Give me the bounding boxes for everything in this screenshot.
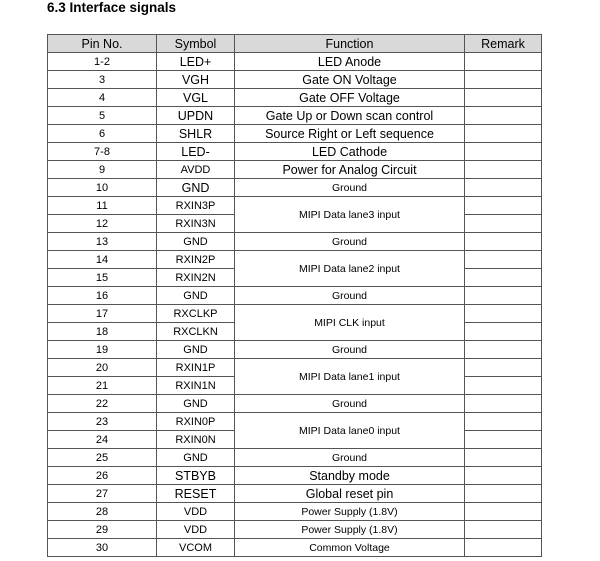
remark-cell bbox=[465, 107, 542, 125]
symbol-cell: GND bbox=[157, 179, 235, 197]
pin-cell: 18 bbox=[48, 323, 157, 341]
pin-cell: 20 bbox=[48, 359, 157, 377]
function-cell: Ground bbox=[235, 449, 465, 467]
remark-cell bbox=[465, 503, 542, 521]
symbol-cell: VGL bbox=[157, 89, 235, 107]
pin-cell: 21 bbox=[48, 377, 157, 395]
table-row bbox=[48, 143, 542, 161]
symbol-cell: VDD bbox=[157, 503, 235, 521]
header-symbol: Symbol bbox=[157, 35, 235, 53]
symbol-cell: RXCLKN bbox=[157, 323, 235, 341]
remark-cell bbox=[465, 215, 542, 233]
remark-cell bbox=[465, 431, 542, 449]
remark-cell bbox=[465, 521, 542, 539]
function-cell: LED Cathode bbox=[235, 143, 465, 161]
symbol-cell: GND bbox=[157, 449, 235, 467]
symbol-cell: RXIN2N bbox=[157, 269, 235, 287]
pin-cell: 3 bbox=[48, 71, 157, 89]
table-row bbox=[48, 413, 542, 431]
pin-cell: 23 bbox=[48, 413, 157, 431]
symbol-cell: RESET bbox=[157, 485, 235, 503]
remark-cell bbox=[465, 377, 542, 395]
remark-cell bbox=[465, 395, 542, 413]
function-cell: Ground bbox=[235, 233, 465, 251]
function-cell: Standby mode bbox=[235, 467, 465, 485]
table-row bbox=[48, 251, 542, 269]
symbol-cell: STBYB bbox=[157, 467, 235, 485]
symbol-cell: UPDN bbox=[157, 107, 235, 125]
pin-cell: 17 bbox=[48, 305, 157, 323]
remark-cell bbox=[465, 125, 542, 143]
remark-cell bbox=[465, 269, 542, 287]
remark-cell bbox=[465, 89, 542, 107]
pin-cell: 1-2 bbox=[48, 53, 157, 71]
table-row bbox=[48, 71, 542, 89]
function-cell: MIPI Data lane1 input bbox=[235, 359, 465, 395]
remark-cell bbox=[465, 233, 542, 251]
table-row bbox=[48, 305, 542, 323]
remark-cell bbox=[465, 53, 542, 71]
pin-cell: 30 bbox=[48, 539, 157, 557]
remark-cell bbox=[465, 197, 542, 215]
remark-cell bbox=[465, 251, 542, 269]
header-row bbox=[48, 35, 542, 53]
symbol-cell: VCOM bbox=[157, 539, 235, 557]
remark-cell bbox=[465, 323, 542, 341]
pin-cell: 11 bbox=[48, 197, 157, 215]
function-cell: Ground bbox=[235, 179, 465, 197]
table-row bbox=[48, 179, 542, 197]
pin-cell: 15 bbox=[48, 269, 157, 287]
table-row bbox=[48, 53, 542, 71]
pin-cell: 14 bbox=[48, 251, 157, 269]
header-remark: Remark bbox=[465, 35, 542, 53]
function-cell: Common Voltage bbox=[235, 539, 465, 557]
symbol-cell: RXIN0N bbox=[157, 431, 235, 449]
symbol-cell: RXIN2P bbox=[157, 251, 235, 269]
pin-cell: 26 bbox=[48, 467, 157, 485]
table-row bbox=[48, 89, 542, 107]
function-cell: Power for Analog Circuit bbox=[235, 161, 465, 179]
table-row bbox=[48, 485, 542, 503]
symbol-cell: LED+ bbox=[157, 53, 235, 71]
symbol-cell: GND bbox=[157, 341, 235, 359]
table-row bbox=[48, 521, 542, 539]
function-cell: Ground bbox=[235, 341, 465, 359]
table-body bbox=[48, 53, 542, 557]
remark-cell bbox=[465, 359, 542, 377]
remark-cell bbox=[465, 71, 542, 89]
remark-cell bbox=[465, 305, 542, 323]
pin-cell: 13 bbox=[48, 233, 157, 251]
function-cell: MIPI Data lane0 input bbox=[235, 413, 465, 449]
remark-cell bbox=[465, 287, 542, 305]
table-row bbox=[48, 539, 542, 557]
symbol-cell: RXIN1N bbox=[157, 377, 235, 395]
table-row bbox=[48, 395, 542, 413]
function-cell: LED Anode bbox=[235, 53, 465, 71]
symbol-cell: RXIN3P bbox=[157, 197, 235, 215]
remark-cell bbox=[465, 413, 542, 431]
table-row bbox=[48, 161, 542, 179]
table-row bbox=[48, 197, 542, 215]
symbol-cell: RXCLKP bbox=[157, 305, 235, 323]
header-pin-no: Pin No. bbox=[48, 35, 157, 53]
function-cell: Gate OFF Voltage bbox=[235, 89, 465, 107]
function-cell: MIPI CLK input bbox=[235, 305, 465, 341]
pin-cell: 6 bbox=[48, 125, 157, 143]
pin-cell: 9 bbox=[48, 161, 157, 179]
symbol-cell: VDD bbox=[157, 521, 235, 539]
section-title: 6.3 Interface signals bbox=[47, 0, 177, 15]
remark-cell bbox=[465, 539, 542, 557]
pin-cell: 24 bbox=[48, 431, 157, 449]
table-row bbox=[48, 467, 542, 485]
function-cell: Ground bbox=[235, 395, 465, 413]
symbol-cell: GND bbox=[157, 233, 235, 251]
pin-cell: 28 bbox=[48, 503, 157, 521]
pin-cell: 10 bbox=[48, 179, 157, 197]
pin-cell: 12 bbox=[48, 215, 157, 233]
table-row bbox=[48, 233, 542, 251]
interface-signals-table bbox=[47, 34, 542, 557]
function-cell: Ground bbox=[235, 287, 465, 305]
table-row bbox=[48, 125, 542, 143]
pin-cell: 29 bbox=[48, 521, 157, 539]
remark-cell bbox=[465, 161, 542, 179]
symbol-cell: VGH bbox=[157, 71, 235, 89]
function-cell: Global reset pin bbox=[235, 485, 465, 503]
pin-cell: 27 bbox=[48, 485, 157, 503]
symbol-cell: SHLR bbox=[157, 125, 235, 143]
remark-cell bbox=[465, 341, 542, 359]
function-cell: Power Supply (1.8V) bbox=[235, 521, 465, 539]
remark-cell bbox=[465, 143, 542, 161]
remark-cell bbox=[465, 467, 542, 485]
remark-cell bbox=[465, 485, 542, 503]
pin-cell: 7-8 bbox=[48, 143, 157, 161]
pin-cell: 25 bbox=[48, 449, 157, 467]
table-row bbox=[48, 449, 542, 467]
function-cell: Power Supply (1.8V) bbox=[235, 503, 465, 521]
table-row bbox=[48, 341, 542, 359]
symbol-cell: AVDD bbox=[157, 161, 235, 179]
symbol-cell: RXIN0P bbox=[157, 413, 235, 431]
function-cell: Gate ON Voltage bbox=[235, 71, 465, 89]
symbol-cell: RXIN3N bbox=[157, 215, 235, 233]
remark-cell bbox=[465, 179, 542, 197]
table-row bbox=[48, 503, 542, 521]
symbol-cell: GND bbox=[157, 287, 235, 305]
table-row bbox=[48, 107, 542, 125]
symbol-cell: GND bbox=[157, 395, 235, 413]
function-cell: Gate Up or Down scan control bbox=[235, 107, 465, 125]
symbol-cell: RXIN1P bbox=[157, 359, 235, 377]
function-cell: Source Right or Left sequence bbox=[235, 125, 465, 143]
function-cell: MIPI Data lane2 input bbox=[235, 251, 465, 287]
table-row bbox=[48, 287, 542, 305]
remark-cell bbox=[465, 449, 542, 467]
header-function: Function bbox=[235, 35, 465, 53]
table-row bbox=[48, 359, 542, 377]
symbol-cell: LED- bbox=[157, 143, 235, 161]
function-cell: MIPI Data lane3 input bbox=[235, 197, 465, 233]
pin-cell: 22 bbox=[48, 395, 157, 413]
pin-cell: 19 bbox=[48, 341, 157, 359]
pin-cell: 4 bbox=[48, 89, 157, 107]
pin-cell: 16 bbox=[48, 287, 157, 305]
pin-cell: 5 bbox=[48, 107, 157, 125]
